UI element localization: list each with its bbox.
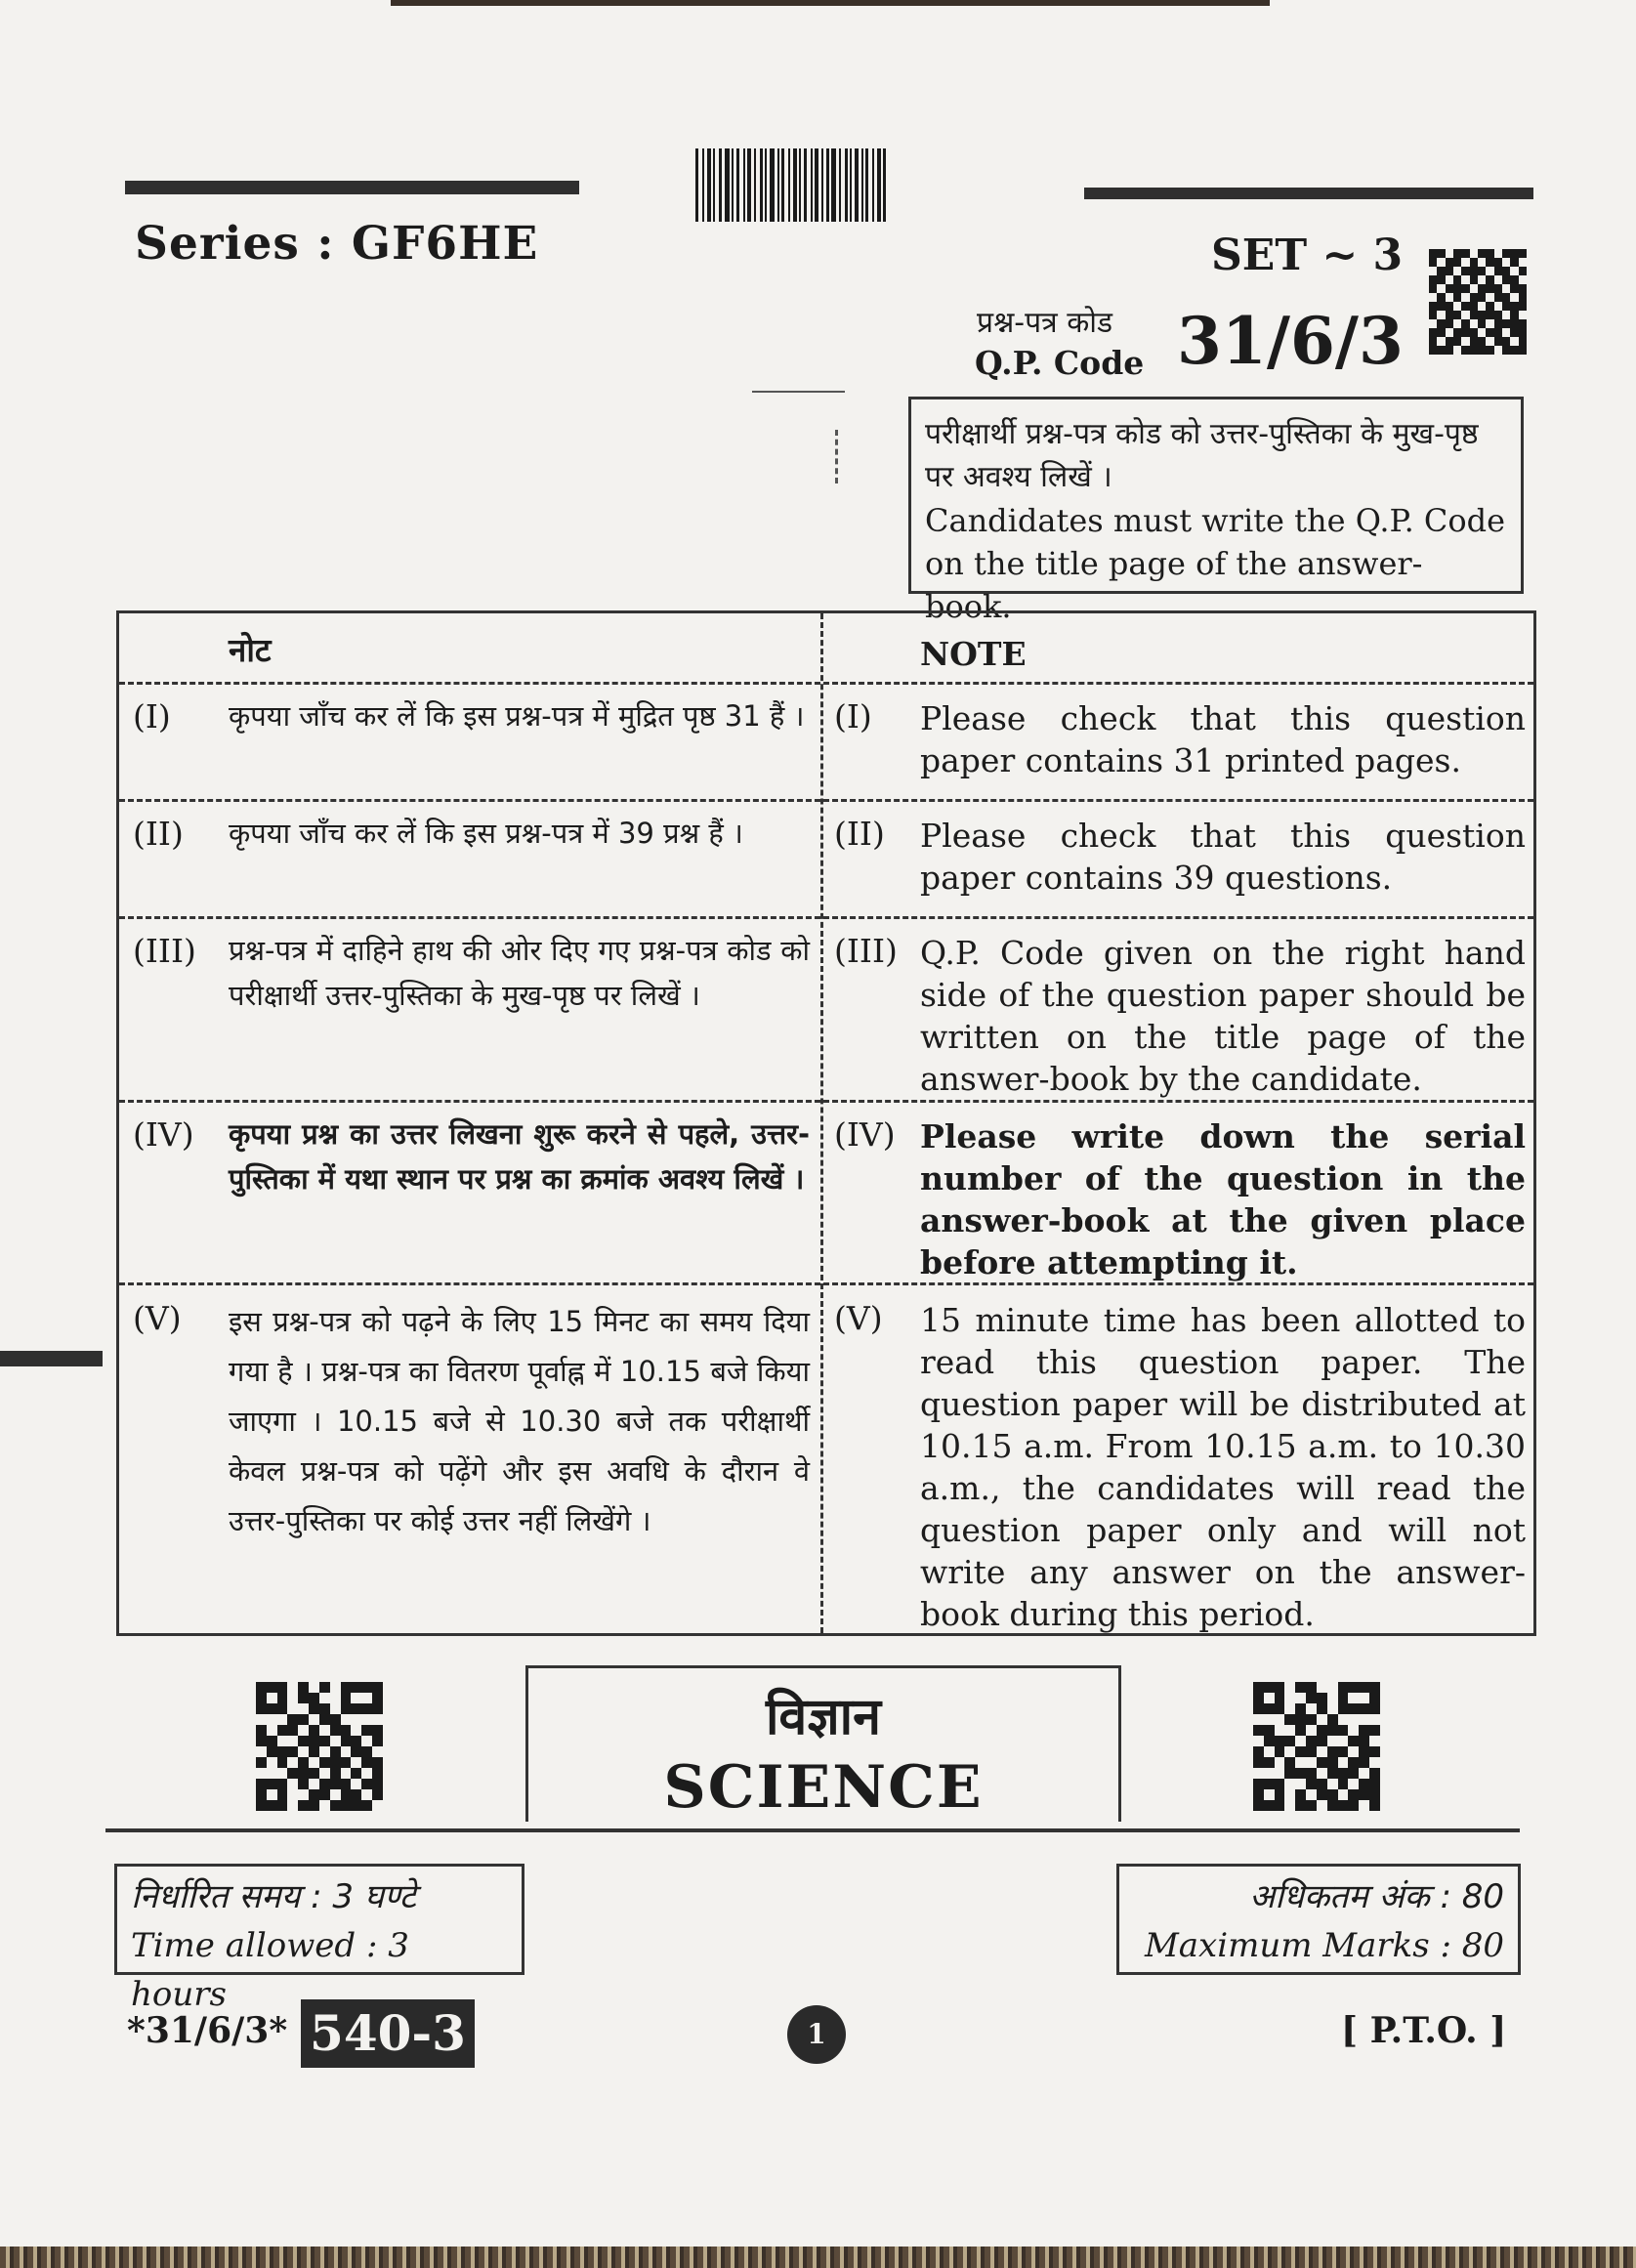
time-hindi: निर्धारित समय : 3 घण्टे	[131, 1877, 416, 1916]
row-divider	[119, 682, 1533, 685]
row-divider	[119, 1100, 1533, 1103]
instruction-hindi: परीक्षार्थी प्रश्न-पत्र कोड को उत्तर-पुस्तिका के मुख-पृष्ठ पर अवश्य लिखें ।	[925, 417, 1479, 494]
time-english: Time allowed : 3 hours	[131, 1926, 409, 2014]
marks-english: Maximum Marks : 80	[1144, 1926, 1504, 1965]
note-4-number-en: (IV)	[834, 1115, 896, 1154]
qr-code-top	[1429, 249, 1527, 355]
left-edge-tab	[0, 1351, 103, 1366]
note-1-hindi: कृपया जाँच कर लें कि इस प्रश्न-पत्र में मुद्रित पृष्ठ 31 हैं ।	[229, 699, 805, 733]
note-5-number-en: (V)	[834, 1299, 883, 1337]
faint-mark	[835, 430, 841, 483]
note-4-english: Please write down the serial number of the question in the answer-book at the given place before attempting it.	[920, 1117, 1526, 1281]
note-2-number-en: (II)	[834, 815, 885, 853]
edition-badge: 540-3	[301, 1999, 475, 2068]
footer-code: *31/6/3*	[127, 2010, 288, 2051]
top-edge-strip	[391, 0, 1270, 6]
faint-mark	[752, 391, 845, 393]
note-heading-hindi: नोट	[229, 631, 272, 669]
note-4-number: (IV)	[133, 1115, 194, 1154]
row-divider	[119, 1282, 1533, 1285]
barcode	[695, 148, 974, 222]
note-5-number: (V)	[133, 1299, 182, 1337]
note-3-hindi: प्रश्न-पत्र में दाहिने हाथ की ओर दिए गए प्रश्न-पत्र कोड को परीक्षार्थी उत्तर-पुस्तिका के मुख-पृष्ठ पर लिखें ।	[229, 934, 810, 1012]
note-3-number: (III)	[133, 932, 196, 970]
subject-rule	[105, 1828, 1520, 1832]
note-1-english: Please check that this question paper contains 31 printed pages.	[920, 699, 1526, 779]
note-5-hindi: इस प्रश्न-पत्र को पढ़ने के लिए 15 मिनट का समय दिया गया है । प्रश्न-पत्र का वितरण पूर्वाह्न में 10.15 बजे किया जाएगा । 10.15 बजे से 10.30 बजे तक परीक्षार्थी केवल प्रश्न-पत्र को पढ़ेंगे और इस अवधि के दौरान वे उत्तर-पुस्तिका पर कोई उत्तर नहीं लिखेंगे ।	[229, 1305, 810, 1537]
qr-code-right	[1253, 1682, 1380, 1811]
qp-code-label: Q.P. Code	[975, 344, 1145, 382]
row-divider	[119, 916, 1533, 919]
time-allowed-box	[114, 1864, 524, 2014]
qp-code-label-hindi: प्रश्न-पत्र कोड	[977, 306, 1113, 340]
note-2-number: (II)	[133, 815, 184, 853]
bottom-edge-strip	[0, 2247, 1636, 2268]
qp-code-instruction-box	[908, 397, 1524, 625]
maximum-marks-box	[1116, 1864, 1521, 1975]
marks-hindi: अधिकतम अंक : 80	[1249, 1877, 1504, 1916]
top-left-rule	[125, 181, 579, 194]
subject-english: SCIENCE	[663, 1753, 984, 1822]
note-heading-english: NOTE	[920, 635, 1027, 673]
subject-hindi: विज्ञान	[765, 1688, 882, 1746]
note-2-hindi: कृपया जाँच कर लें कि इस प्रश्न-पत्र में 39 प्रश्न हैं ।	[229, 817, 743, 850]
row-divider	[119, 799, 1533, 802]
note-5-english: 15 minute time has been allotted to read this question paper. The question paper will be distributed at 10.15 a.m. From 10.15 a.m. to 10.30 a.m., the candidates will read the question paper only and will not write any answer on the answer-book during this period.	[920, 1301, 1526, 1633]
top-right-rule	[1084, 188, 1533, 199]
instruction-english: Candidates must write the Q.P. Code on the title page of the answer-book.	[925, 502, 1506, 625]
column-divider	[820, 613, 823, 1633]
pto-label: [ P.T.O. ]	[1341, 2010, 1507, 2051]
qp-code-value: 31/6/3	[1177, 303, 1404, 379]
subject-box	[525, 1665, 1121, 1822]
qr-code-left	[256, 1682, 383, 1811]
set-label: SET ~ 3	[1211, 231, 1404, 280]
note-3-english: Q.P. Code given on the right hand side of the question paper should be written on the title page of the answer-book by the candidate.	[920, 934, 1526, 1098]
note-4-hindi: कृपया प्रश्न का उत्तर लिखना शुरू करने से पहले, उत्तर-पुस्तिका में यथा स्थान पर प्रश्न का क्रमांक अवश्य लिखें ।	[229, 1117, 810, 1196]
note-1-number-en: (I)	[834, 697, 872, 735]
series-label: Series : GF6HE	[135, 217, 539, 271]
note-3-number-en: (III)	[834, 932, 898, 970]
note-2-english: Please check that this question paper contains 39 questions.	[920, 817, 1526, 897]
notes-table	[116, 610, 1536, 1636]
note-1-number: (I)	[133, 697, 171, 735]
page-number: 1	[787, 2005, 846, 2064]
